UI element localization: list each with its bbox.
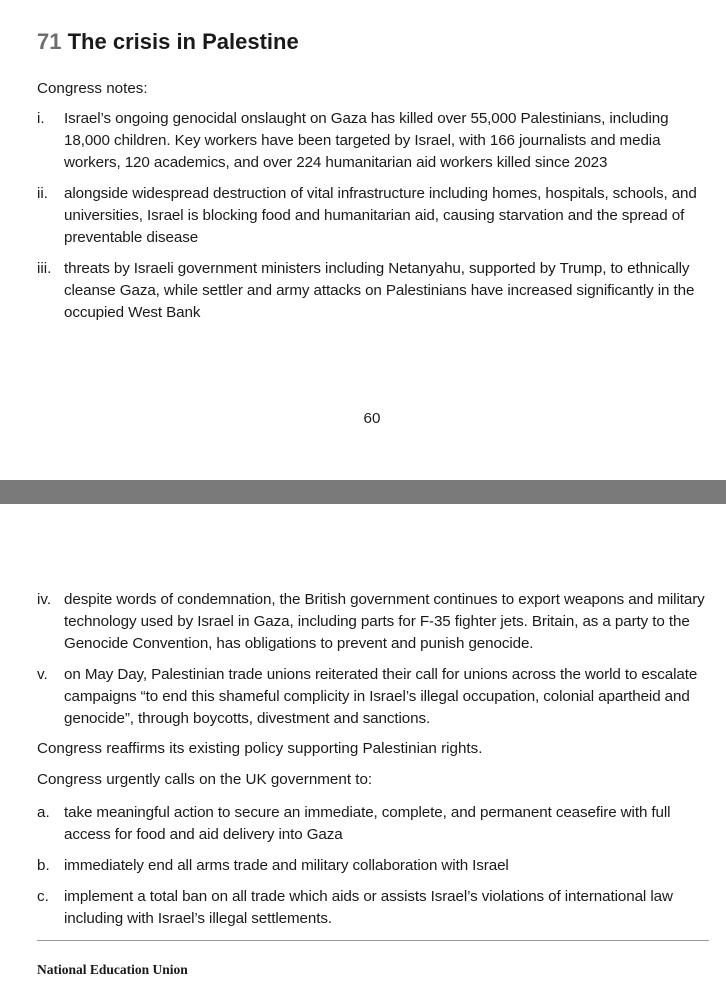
list-marker: ii. (37, 185, 48, 202)
list-marker: b. (37, 857, 50, 874)
calls-intro: Congress urgently calls on the UK government to: (37, 771, 373, 788)
list-item-text: implement a total ban on all trade which aids or assists Israel’s violations of international law including with Israel’s illegal settlements. (64, 888, 673, 927)
list-marker: a. (37, 804, 50, 821)
list-item-text: despite words of condemnation, the British government continues to export weapons and military technology used by Israel in Gaza, including parts for F-35 fighter jets. Britain, as a party to the Genocide Convention, has obligations to prevent and punish genocide. (64, 591, 705, 652)
list-item-text: alongside widespread destruction of vital infrastructure including homes, hospitals, schools, and universities, Israel is blocking food and humanitarian aid, causing starvation and the spread of preventable disease (64, 185, 697, 246)
list-item (37, 802, 709, 846)
page-break-divider (0, 480, 726, 504)
calls-list (37, 802, 709, 939)
list-marker: c. (37, 888, 49, 905)
list-item-text: Israel’s ongoing genocidal onslaught on Gaza has killed over 55,000 Palestinians, including 18,000 children. Key workers have been targeted by Israel, with 166 journalists and media workers, 120 academics, and over 224 humanitarian aid workers killed since 2023 (64, 110, 669, 171)
list-item (37, 886, 709, 930)
list-item (37, 183, 709, 249)
motion-number: 71 (37, 29, 62, 54)
notes-list-part-1 (37, 108, 709, 333)
reaffirms-paragraph: Congress reaffirms its existing policy supporting Palestinian rights. (37, 740, 483, 757)
list-marker: i. (37, 110, 45, 127)
footer-organisation: National Education Union (37, 962, 188, 977)
list-marker: v. (37, 666, 48, 683)
list-item (37, 664, 709, 730)
page-number: 60 (363, 410, 381, 427)
list-item (37, 589, 709, 655)
list-marker: iv. (37, 591, 52, 608)
list-item (37, 258, 709, 324)
list-item-text: on May Day, Palestinian trade unions reiterated their call for unions across the world to escalate campaigns “to end this shameful complicity in Israel’s illegal occupation, colonial apartheid and genocide”, through boycotts, divestment and sanctions. (64, 666, 698, 727)
motion-title: The crisis in Palestine (67, 29, 299, 54)
notes-list-part-2 (37, 589, 709, 739)
notes-intro: Congress notes: (37, 80, 148, 97)
list-marker: iii. (37, 260, 52, 277)
list-item-text: threats by Israeli government ministers including Netanyahu, supported by Trump, to ethnically cleanse Gaza, while settler and army attacks on Palestinians have increased significantly in the occupied West Bank (64, 260, 695, 321)
page-60 (0, 0, 726, 480)
list-item-text: immediately end all arms trade and military collaboration with Israel (64, 857, 509, 874)
list-item (37, 855, 709, 877)
footer-divider (37, 940, 709, 941)
motion-heading (37, 27, 299, 57)
list-item (37, 108, 709, 174)
list-item-text: take meaningful action to secure an immediate, complete, and permanent ceasefire with full access for food and aid delivery into Gaza (64, 804, 671, 843)
